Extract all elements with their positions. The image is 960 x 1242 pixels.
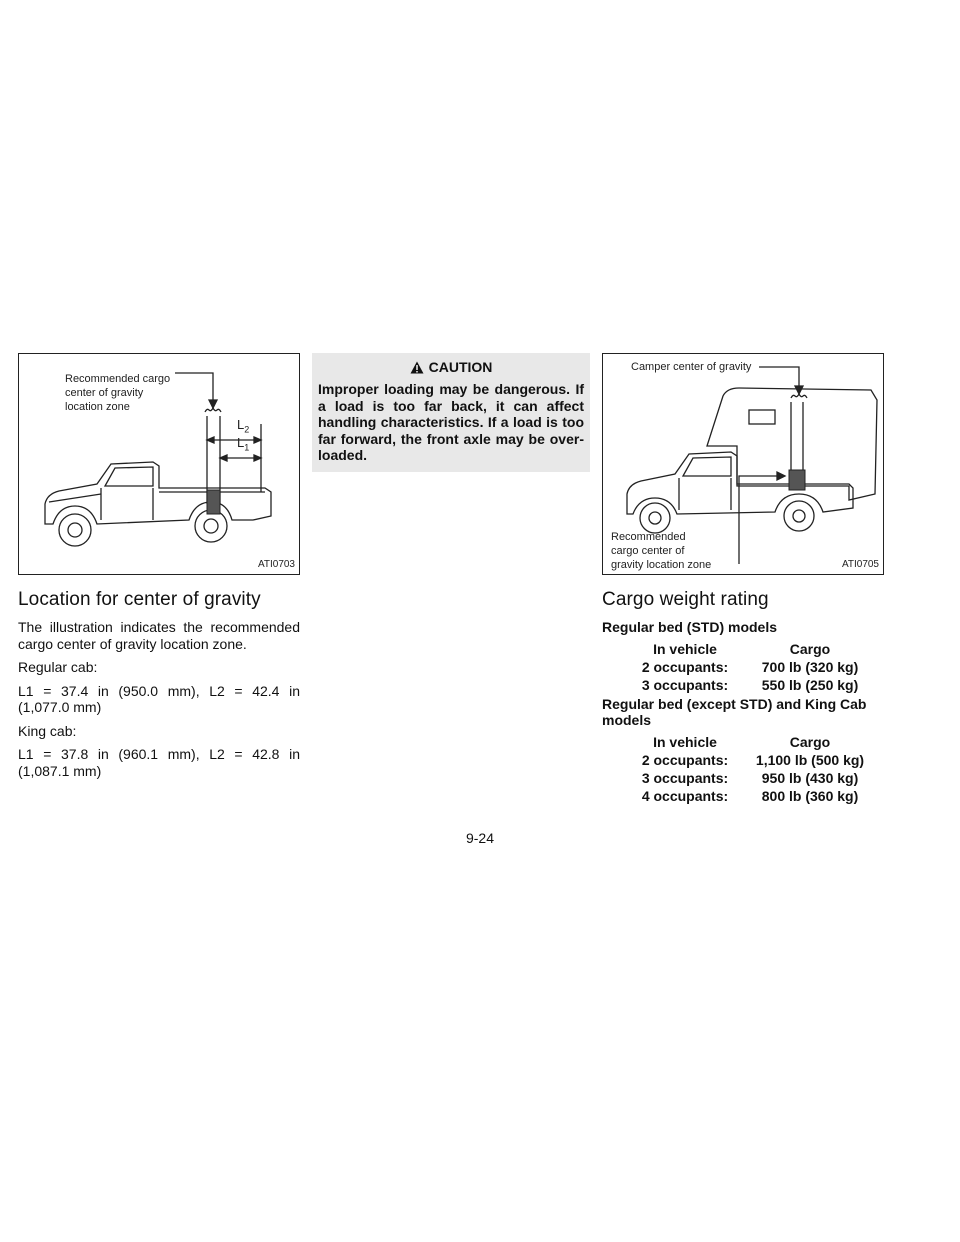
table-header-row	[620, 640, 870, 658]
table-cell: 3 occupants:	[641, 769, 729, 786]
column-header: In vehicle	[653, 640, 717, 657]
table-header-row	[620, 733, 870, 751]
table-row	[620, 658, 870, 676]
zone-label-line-2: cargo center of	[611, 545, 685, 557]
caution-box	[312, 353, 590, 472]
camper-cog-label: Camper center of gravity	[631, 361, 752, 373]
zone-label-line-1: Recommended cargo	[65, 373, 171, 385]
left-column	[18, 353, 300, 786]
zone-label-line-3: location zone	[65, 401, 130, 413]
zone-label-line-3: gravity location zone	[611, 559, 712, 571]
table-cell: 950 lb (430 kg)	[761, 769, 859, 786]
caution-heading	[318, 357, 584, 381]
std-models-heading: Regular bed (STD) models	[602, 619, 778, 635]
table-row	[620, 787, 870, 805]
body-paragraph: L1 = 37.4 in (950.0 mm), L2 = 42.4 in (1,077.0 mm)	[18, 682, 300, 715]
dimension-l2-label: $L_2$	[237, 417, 250, 435]
table-row	[620, 769, 870, 787]
truck-cargo-figure	[18, 353, 300, 575]
section-title: Location for center of gravity	[18, 589, 261, 610]
figure-code: ATI0705	[841, 559, 879, 570]
except-std-models-heading: Regular bed (except STD) and King Cab models	[602, 695, 867, 728]
table-cell: 1,100 lb (500 kg)	[755, 751, 865, 768]
body-paragraph: Regular cab:	[18, 659, 98, 675]
std-cargo-table	[620, 640, 870, 694]
table-cell: 3 occupants:	[641, 676, 729, 693]
body-paragraph: King cab:	[18, 722, 77, 739]
table-cell: 2 occupants:	[641, 658, 729, 675]
table-row	[620, 676, 870, 694]
truck-cargo-illustration	[19, 354, 300, 575]
body-paragraph: L1 = 37.8 in (960.1 mm), L2 = 42.8 in (1,087.1 mm)	[18, 746, 300, 779]
zone-label-line-2: center of gravity	[65, 387, 144, 399]
body-paragraph: The illustration indicates the recommended cargo center of gravity location zone.	[18, 619, 300, 652]
dimension-l1-label: $L_1$	[237, 435, 250, 453]
table-row	[620, 751, 870, 769]
figure-code: ATI0703	[257, 559, 295, 570]
table-cell: 550 lb (250 kg)	[761, 676, 859, 693]
table-cell: 700 lb (320 kg)	[761, 658, 859, 675]
except-std-cargo-table	[620, 733, 870, 805]
section-title: Cargo weight rating	[602, 589, 769, 610]
column-header: Cargo	[789, 733, 831, 750]
right-column	[602, 353, 884, 807]
camper-figure	[602, 353, 884, 575]
page-number: 9-24	[465, 830, 495, 846]
middle-column	[312, 353, 590, 472]
table-cell: 4 occupants:	[641, 787, 729, 804]
caution-heading-text: CAUTION	[428, 359, 493, 375]
table-cell: 800 lb (360 kg)	[761, 787, 859, 804]
table-cell: 2 occupants:	[641, 751, 729, 768]
zone-label-line-1: Recommended	[611, 531, 686, 543]
caution-text: Improper loading may be dangerous. If a load is too far back, it can affect handling characteristics. If a load is too far forward, the front axle may be over-loaded.	[318, 381, 584, 463]
warning-triangle-icon	[410, 361, 424, 374]
column-header: Cargo	[789, 640, 831, 657]
column-header: In vehicle	[653, 733, 717, 750]
